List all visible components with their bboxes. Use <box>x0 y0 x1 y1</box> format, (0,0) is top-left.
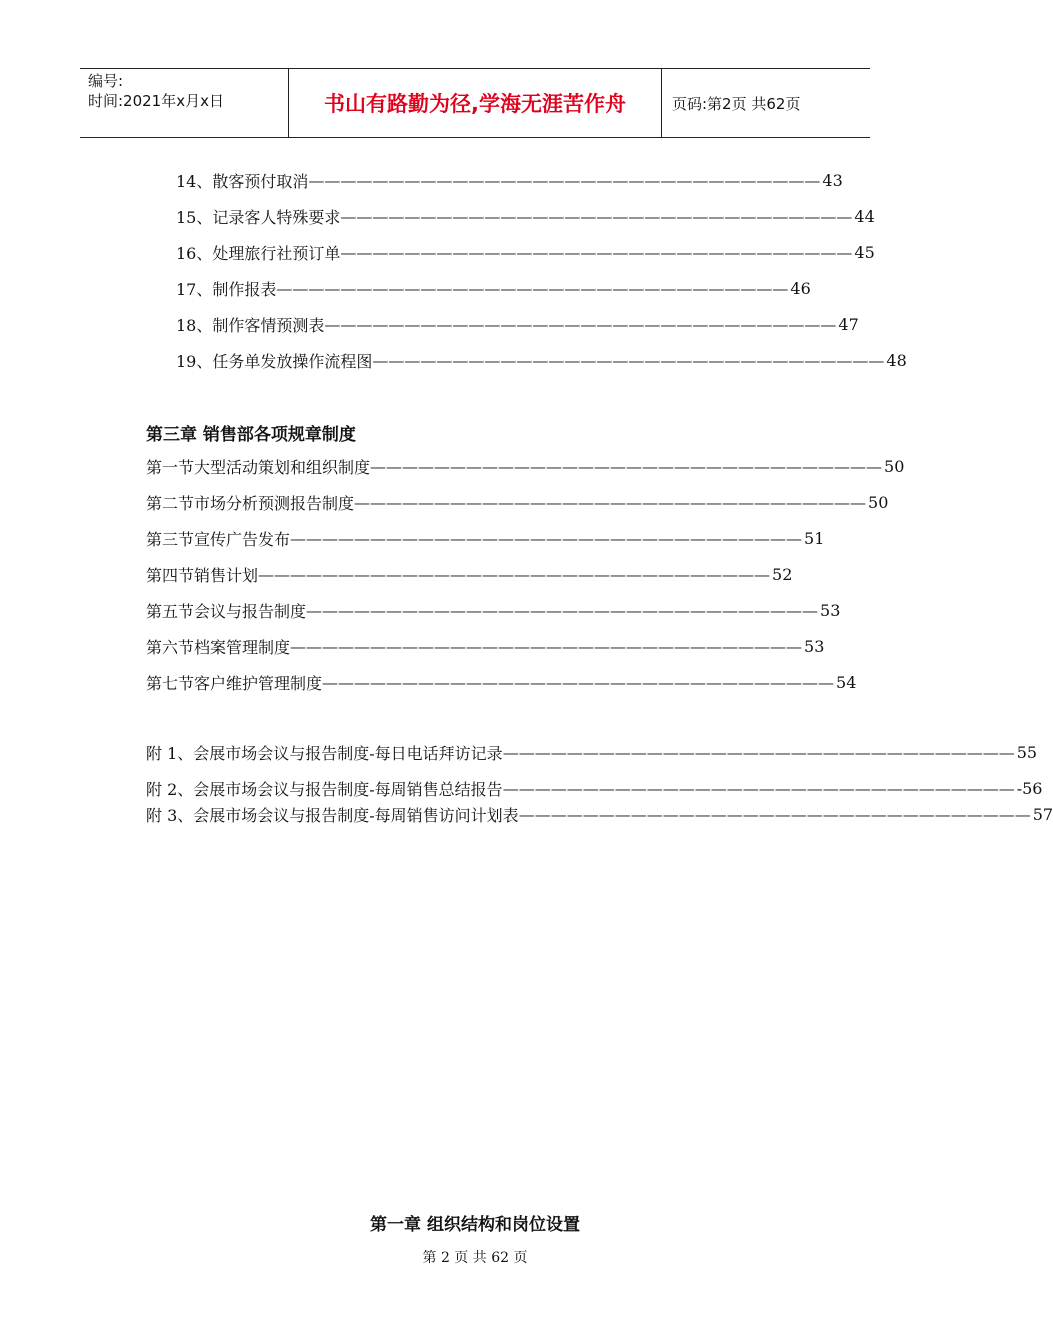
toc-section-entry[interactable] <box>146 490 889 514</box>
toc-leader: ———————————————————————————————— <box>322 672 835 692</box>
header-page-info: 页码:第2页 共62页 <box>672 94 801 113</box>
section-page: 50 <box>884 456 905 476</box>
toc-appendix-entry[interactable] <box>146 776 1043 800</box>
toc-entry[interactable] <box>176 348 907 372</box>
toc-entry-number: 19、 <box>176 351 213 371</box>
toc-leader: ———————————————————————————————— <box>276 278 789 298</box>
toc-entry[interactable] <box>176 168 843 192</box>
toc-section-entry[interactable] <box>146 598 841 622</box>
toc-leader: ———————————————————————————————— <box>290 636 803 656</box>
chapter-3-heading[interactable]: 第三章 销售部各项规章制度 <box>146 425 356 445</box>
toc-entry-number: 16、 <box>176 243 213 263</box>
toc-entry-page: 43 <box>822 170 843 190</box>
toc-entry-page: 48 <box>886 350 907 370</box>
page-number: 第 2 页 共 62 页 <box>422 1250 528 1266</box>
toc-entry[interactable] <box>176 276 811 300</box>
toc-entry-title: 制作客情预测表 <box>212 315 325 335</box>
doc-number-label: 编号: <box>88 72 124 90</box>
toc-entry-title: 制作报表 <box>212 279 277 299</box>
section-page: 53 <box>804 636 825 656</box>
toc-entry[interactable] <box>176 240 875 264</box>
chapter-1-heading: 第一章 组织结构和岗位设置 <box>370 1215 580 1235</box>
toc-entry-number: 18、 <box>176 315 213 335</box>
appendix-page: 57 <box>1032 804 1053 824</box>
toc-section-entry[interactable] <box>146 670 857 694</box>
toc-leader: ———————————————————————————————— <box>502 742 1015 762</box>
toc-entry-number: 14、 <box>176 171 213 191</box>
section-label: 第六节 <box>146 637 195 657</box>
toc-entry-number: 17、 <box>176 279 213 299</box>
toc-entry-page: 45 <box>854 242 875 262</box>
section-title: 档案管理制度 <box>194 637 291 657</box>
header-meta <box>80 69 289 137</box>
section-title: 大型活动策划和组织制度 <box>194 457 371 477</box>
toc-entry[interactable] <box>176 312 859 336</box>
section-label: 第五节 <box>146 601 195 621</box>
appendix-title: 附 2、会展市场会议与报告制度-每周销售总结报告 <box>146 779 503 799</box>
toc-leader: ———————————————————————————————— <box>354 492 867 512</box>
toc-leader: ———————————————————————————————— <box>502 778 1015 798</box>
toc-leader: ———————————————————————————————— <box>340 242 853 262</box>
toc-leader: ———————————————————————————————— <box>518 804 1031 824</box>
toc-leader: ———————————————————————————————— <box>372 350 885 370</box>
toc-section-entry[interactable] <box>146 634 825 658</box>
section-title: 客户维护管理制度 <box>194 673 323 693</box>
toc-leader: ———————————————————————————————— <box>324 314 837 334</box>
appendix-page: -56 <box>1016 778 1043 798</box>
toc-appendix-entry[interactable] <box>146 802 1053 826</box>
section-label: 第七节 <box>146 673 195 693</box>
section-label: 第二节 <box>146 493 195 513</box>
toc-section-entry[interactable] <box>146 454 905 478</box>
toc-entry-title: 散客预付取消 <box>212 171 309 191</box>
section-label: 第一节 <box>146 457 195 477</box>
section-page: 51 <box>804 528 825 548</box>
page-header <box>80 68 870 138</box>
appendix-title: 附 1、会展市场会议与报告制度-每日电话拜访记录 <box>146 743 503 763</box>
toc-entry-title: 记录客人特殊要求 <box>212 207 341 227</box>
toc-leader: ———————————————————————————————— <box>370 456 883 476</box>
section-page: 50 <box>868 492 889 512</box>
toc-entry-title: 任务单发放操作流程图 <box>212 351 373 371</box>
toc-leader: ———————————————————————————————— <box>290 528 803 548</box>
doc-time-label: 时间:2021年x月x日 <box>88 92 224 110</box>
toc-section-entry[interactable] <box>146 562 793 586</box>
toc-section-entry[interactable] <box>146 526 825 550</box>
header-motto: 书山有路勤为径,学海无涯苦作舟 <box>289 69 662 137</box>
section-page: 54 <box>836 672 857 692</box>
section-page: 52 <box>772 564 793 584</box>
toc-entry-page: 46 <box>790 278 811 298</box>
toc-leader: ———————————————————————————————— <box>258 564 771 584</box>
appendix-page: 55 <box>1016 742 1038 762</box>
toc-entry-title: 处理旅行社预订单 <box>212 243 341 263</box>
section-page: 53 <box>820 600 841 620</box>
toc-appendix-entry[interactable] <box>146 740 1038 764</box>
section-label: 第三节 <box>146 529 195 549</box>
section-title: 会议与报告制度 <box>194 601 307 621</box>
toc-entry-page: 44 <box>854 206 875 226</box>
toc-leader: ———————————————————————————————— <box>308 170 821 190</box>
toc-entry[interactable] <box>176 204 875 228</box>
section-label: 第四节 <box>146 565 195 585</box>
section-title: 宣传广告发布 <box>194 529 291 549</box>
toc-entry-number: 15、 <box>176 207 213 227</box>
toc-entry-page: 47 <box>838 314 859 334</box>
section-title: 市场分析预测报告制度 <box>194 493 355 513</box>
appendix-title: 附 3、会展市场会议与报告制度-每周销售访问计划表 <box>146 805 519 825</box>
toc-leader: ———————————————————————————————— <box>306 600 819 620</box>
toc-leader: ———————————————————————————————— <box>340 206 853 226</box>
section-title: 销售计划 <box>194 565 259 585</box>
